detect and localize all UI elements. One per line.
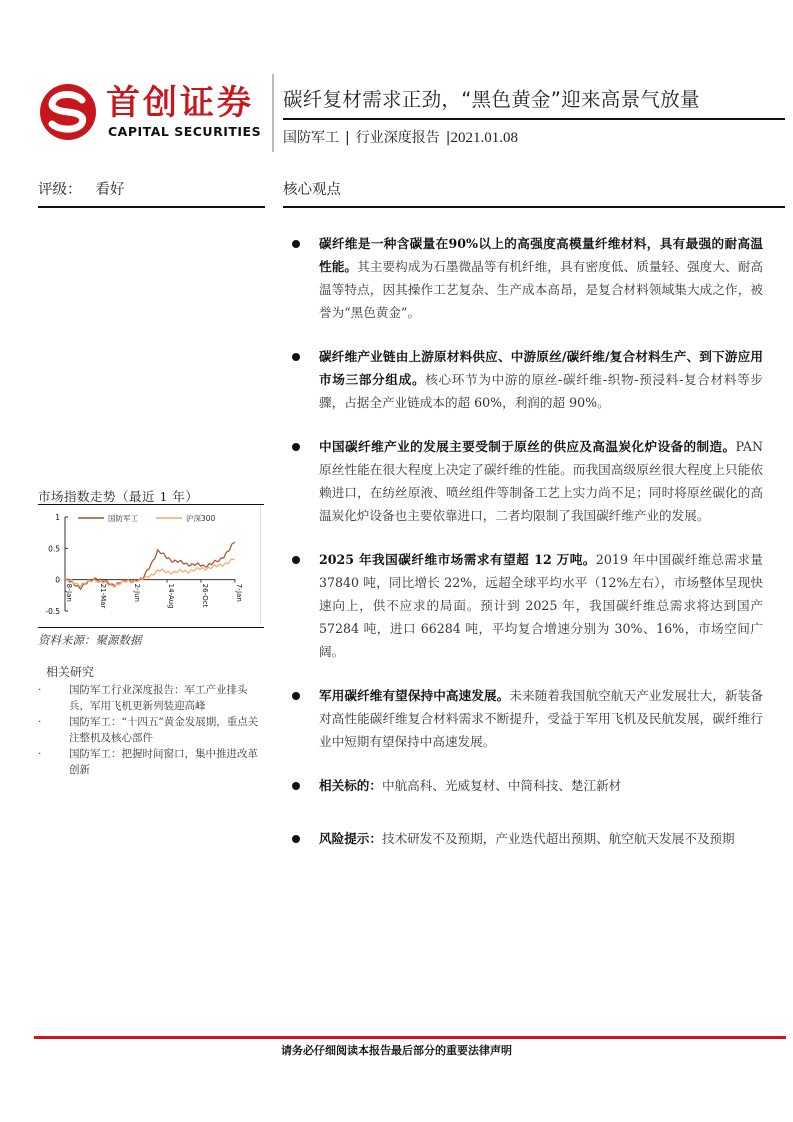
- chart-bottom-rule: [38, 627, 264, 628]
- market-index-chart: [38, 505, 261, 625]
- legal-disclaimer: 请务必仔细阅读本报告最后部分的重要法律声明: [281, 1044, 512, 1057]
- chart-lines: [65, 542, 235, 589]
- chart-source: 资料来源：聚源数据: [38, 633, 142, 647]
- core-view-item: [283, 684, 763, 753]
- core-view-text: PAN 原丝性能在很大程度上决定了碳纤维的性能。而我国高级原丝很大程度上只能依赖进口，在纺丝原液、喷丝组件等制备工艺上实力尚不足；同时将原丝碳化的高温炭化炉设备也主要依靠进口，二者均限制了我国碳纤维产业的发展。: [319, 439, 763, 523]
- bullet-icon: [292, 353, 300, 361]
- related-research-title: 国防军工行业深度报告：军工产业排头兵，军用飞机更新列装迎高峰: [69, 684, 248, 712]
- core-view-lead: 碳纤维产业链由上游原材料供应、中游原丝/碳纤维/复合材料生产、到下游应用市场三部分组成。: [319, 349, 763, 387]
- core-view-item: [283, 774, 763, 797]
- svg-text:国防军工: 国防军工: [108, 514, 138, 523]
- separator: |: [445, 130, 451, 146]
- y-axis: [45, 513, 68, 616]
- chart-legend: [78, 513, 216, 523]
- rating-label: 评级：: [38, 182, 82, 198]
- bullet-icon: [292, 782, 300, 790]
- svg-text:-0.5: -0.5: [45, 607, 60, 616]
- x-axis: [65, 580, 243, 609]
- related-research-title: 国防军工：“十四五”黄金发展期，重点关注整机及核心部件: [69, 716, 259, 744]
- core-view-lead: 军用碳纤维有望保持中高速发展。: [319, 688, 510, 703]
- svg-text:14-Aug: 14-Aug: [167, 583, 175, 609]
- core-view-item: [283, 827, 763, 850]
- core-view-item: [283, 345, 763, 414]
- bullet-icon: [292, 556, 300, 564]
- capital-securities-logo-icon: [38, 82, 98, 142]
- svg-text:8-Jan: 8-Jan: [65, 583, 73, 602]
- report-date: 2021.01.08: [450, 130, 518, 146]
- svg-text:7-Jan: 7-Jan: [235, 583, 243, 602]
- title-rule: [283, 118, 785, 120]
- logo-name-cn: 首创证券: [106, 83, 254, 123]
- core-view-text: 中航高科、光威复材、中简科技、楚江新材: [381, 778, 622, 793]
- rating-value: 看好: [95, 182, 125, 198]
- rating: [38, 178, 125, 199]
- core-view-text: 2019 年中国碳纤维总需求量 37840 吨，同比增长 22%，远超全球平均水平（12%左右），市场整体呈现快速向上，供不应求的局面。预计到 2025 年，我国碳纤维总需求将达到国产 57284 吨，进口 66284 吨，平均复合增速分别为 30%、16%，市场空间广阔。: [319, 552, 763, 659]
- bullet-marker: ·: [38, 716, 42, 728]
- core-view-item: [283, 232, 763, 324]
- company-logo: [38, 80, 263, 142]
- core-view-lead: 2025 年我国碳纤维市场需求有望超 12 万吨。: [319, 552, 596, 567]
- bullet-icon: [292, 692, 300, 700]
- report-type-label: 行业深度报告: [355, 130, 440, 146]
- core-view-lead: 相关标的：: [319, 778, 382, 793]
- core-view-lead: 风险提示：: [319, 831, 382, 846]
- related-research-item[interactable]: [38, 714, 264, 746]
- line-chart: [38, 505, 260, 625]
- svg-text:26-Oct: 26-Oct: [201, 583, 209, 608]
- svg-text:0: 0: [55, 575, 60, 585]
- svg-text:2-Jun: 2-Jun: [133, 583, 141, 602]
- footer-rule: [34, 1036, 786, 1039]
- core-view-text: 核心环节为中游的原丝-碳纤维-织物-预浸料-复合材料等步骤，占据全产业链成本的超 60%，利润的超 90%。: [319, 372, 763, 410]
- industry-label: 国防军工: [283, 130, 339, 146]
- core-view-lead: 碳纤维是一种含碳量在90%以上的高强度高模量纤维材料，具有最强的耐高温性能。: [319, 236, 763, 274]
- core-view-lead: 中国碳纤维产业的发展主要受制于原丝的供应及高温炭化炉设备的制造。: [319, 439, 736, 454]
- header-divider: [272, 74, 274, 152]
- core-views-list: [283, 232, 763, 871]
- bullet-icon: [292, 240, 300, 248]
- core-view-item: [283, 548, 763, 663]
- separator: |: [345, 130, 350, 146]
- core-views-heading: 核心观点: [283, 182, 341, 198]
- core-view-item: [283, 435, 763, 527]
- related-research-heading: 相关研究: [46, 665, 95, 679]
- related-research-list: [38, 682, 264, 778]
- rating-rule: [38, 206, 265, 208]
- series-line: [65, 542, 235, 589]
- bullet-icon: [292, 835, 300, 843]
- report-subtitle: [283, 127, 518, 147]
- report-title: 碳纤复材需求正劲，“黑色黄金”迎来高景气放量: [283, 88, 700, 111]
- bullet-icon: [292, 443, 300, 451]
- chart-title: 市场指数走势（最近 1 年）: [38, 489, 199, 504]
- logo-name-en: CAPITAL SECURITIES: [108, 124, 262, 139]
- core-view-text: 其主要构成为石墨微晶等有机纤维，具有密度低、质量轻、强度大、耐高温等特点，因其操作工艺复杂、生产成本高昂，是复合材料领域集大成之作，被誉为“黑色黄金”。: [319, 259, 764, 320]
- core-view-text: 未来随着我国航空航天产业发展壮大，新装备对高性能碳纤维复合材料需求不断提升，受益于军用飞机及民航发展，碳纤维行业中短期有望保持中高速发展。: [319, 688, 764, 749]
- core-views-rule: [283, 206, 785, 208]
- related-research-item[interactable]: [38, 682, 264, 714]
- svg-text:21-Mar: 21-Mar: [99, 583, 107, 609]
- related-research-item[interactable]: [38, 746, 264, 778]
- svg-text:1: 1: [55, 513, 60, 522]
- core-view-text: 技术研发不及预期，产业迭代超出预期、航空航天发展不及预期: [381, 831, 735, 846]
- bullet-marker: ·: [38, 684, 42, 696]
- svg-text:沪深300: 沪深300: [186, 514, 216, 523]
- related-research-title: 国防军工：把握时间窗口，集中推进改革创新: [69, 748, 258, 776]
- bullet-marker: ·: [38, 748, 42, 760]
- svg-text:0.5: 0.5: [48, 544, 60, 554]
